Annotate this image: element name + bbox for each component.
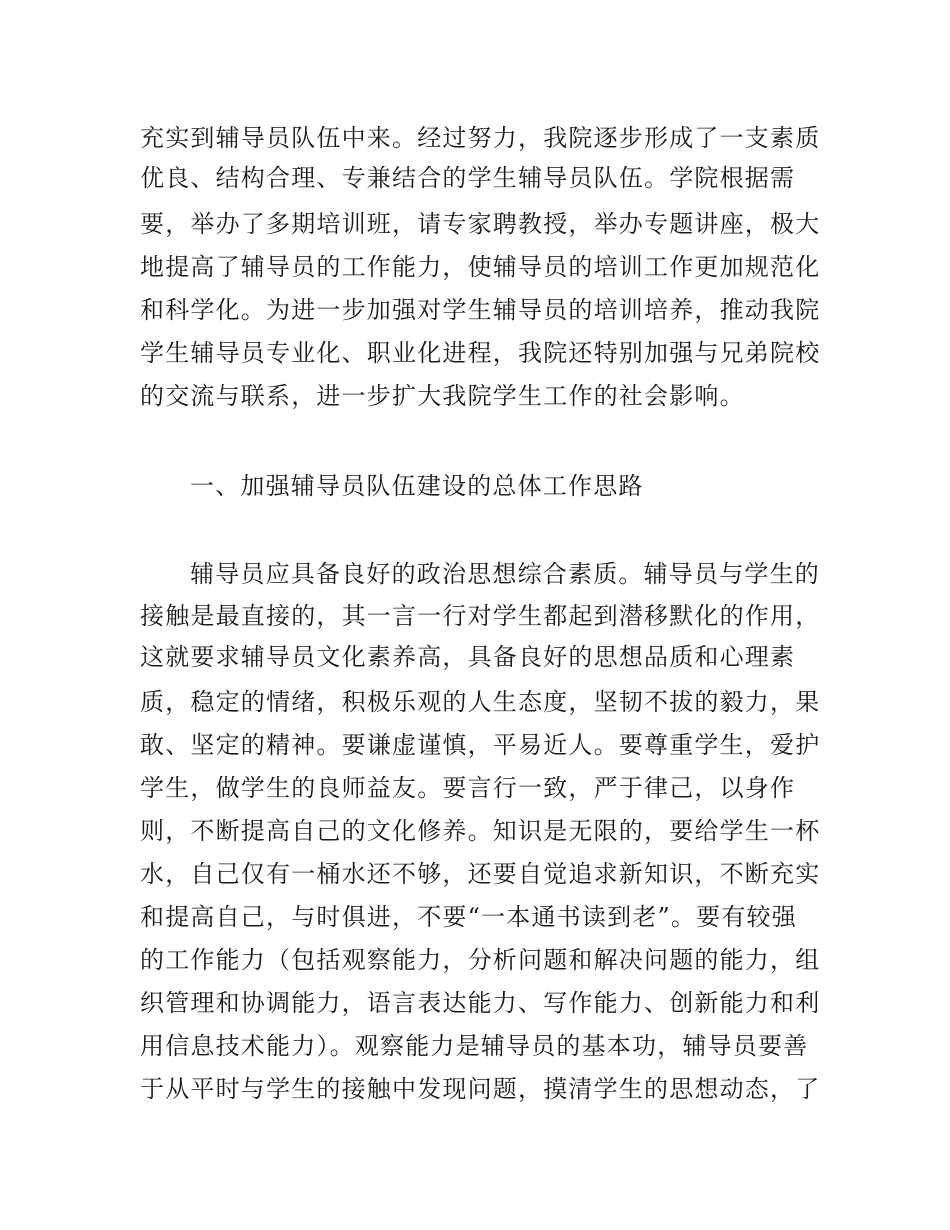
paragraph-2-line: 这就要求辅导员文化素养高，具备良好的思想品质和心理素 (140, 643, 796, 671)
paragraph-1-line: 学生辅导员专业化、职业化进程，我院还特别加强与兄弟院校 (140, 339, 821, 367)
paragraph-2-line: 的工作能力（包括观察能力，分析问题和解决问题的能力，组 (140, 946, 821, 974)
paragraph-1-line: 和科学化。为进一步加强对学生辅导员的培训培养，推动我院 (140, 296, 821, 324)
paragraph-2-line: 接触是最直接的，其一言一行对学生都起到潜移默化的作用， (140, 602, 821, 630)
paragraph-1-line: 充实到辅导员队伍中来。经过努力，我院逐步形成了一支素质 (140, 124, 821, 152)
paragraph-2-line: 水，自己仅有一桶水还不够，还要自觉追求新知识，不断充实 (140, 860, 821, 888)
paragraph-2-line: 用信息技术能力）。观察能力是辅导员的基本功，辅导员要善 (140, 1032, 809, 1060)
paragraph-1-line: 要，举办了多期培训班，请专家聘教授，举办专题讲座，极大 (140, 210, 821, 238)
paragraph-2-line: 学生，做学生的良师益友。要言行一致，严于律己，以身作 (140, 774, 796, 802)
paragraph-1-line: 的交流与联系，进一步扩大我院学生工作的社会影响。 (140, 382, 745, 410)
paragraph-2-line: 辅导员应具备良好的政治思想综合素质。辅导员与学生的 (190, 560, 820, 588)
paragraph-2-line: 于从平时与学生的接触中发现问题，摸清学生的思想动态，了 (140, 1075, 821, 1103)
section-heading: 一、加强辅导员队伍建设的总体工作思路 (190, 472, 644, 500)
paragraph-2-line: 质，稳定的情绪，积极乐观的人生态度，坚韧不拔的毅力，果 (140, 688, 821, 716)
paragraph-2-line: 织管理和协调能力，语言表达能力、写作能力、创新能力和利 (140, 989, 821, 1017)
paragraph-2-line: 和提高自己，与时俱进，不要“一本通书读到老”。要有较强 (140, 903, 797, 931)
paragraph-1-line: 地提高了辅导员的工作能力，使辅导员的培训工作更加规范化 (140, 253, 821, 281)
paragraph-2-line: 则，不断提高自己的文化修养。知识是无限的，要给学生一杯 (140, 817, 821, 845)
paragraph-2-line: 敢、坚定的精神。要谦虚谨慎，平易近人。要尊重学生，爱护 (140, 731, 821, 759)
paragraph-1-line: 优良、结构合理、专兼结合的学生辅导员队伍。学院根据需 (140, 164, 796, 192)
